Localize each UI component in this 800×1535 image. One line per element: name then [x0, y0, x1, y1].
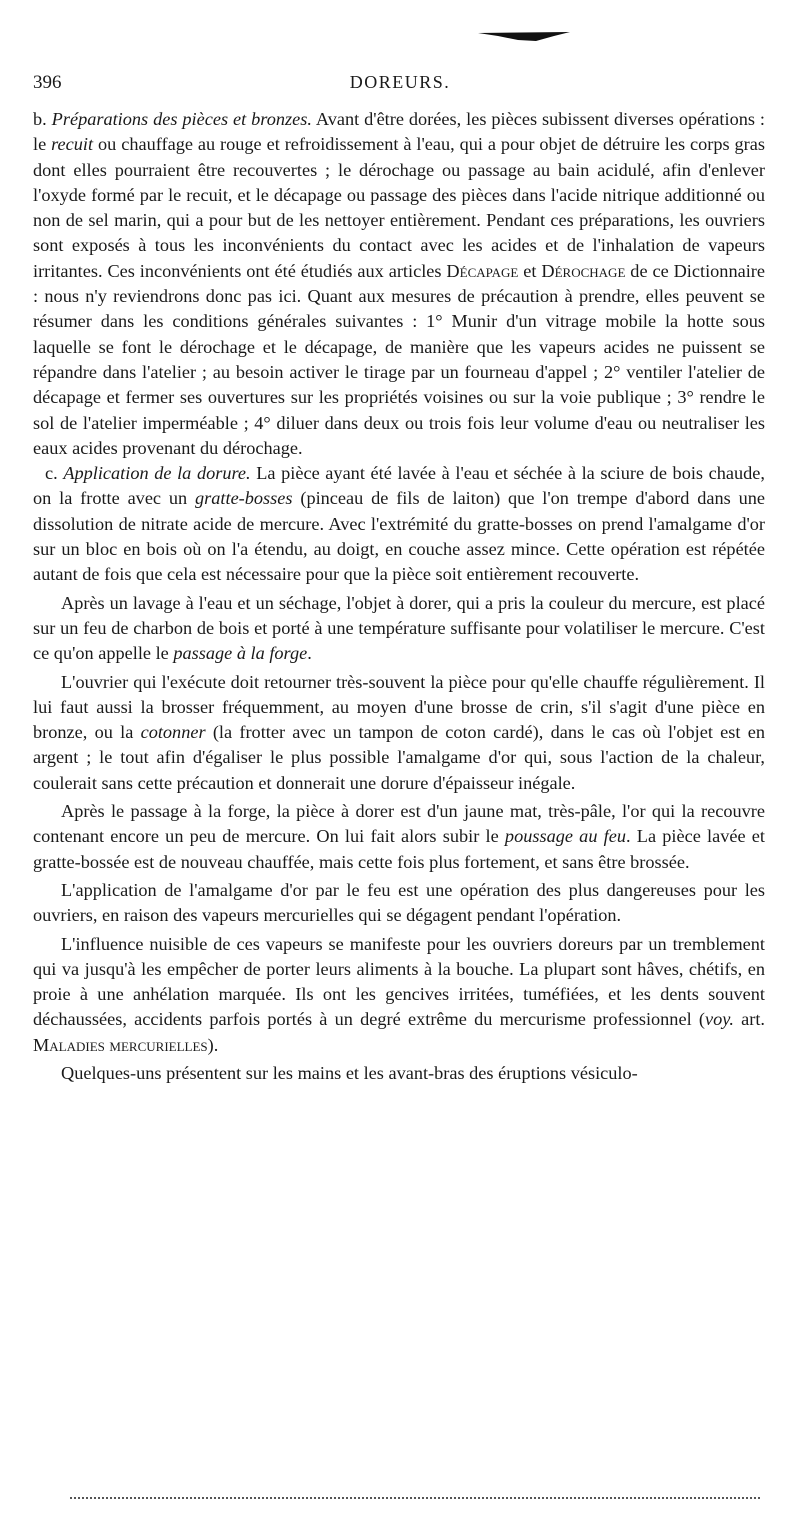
section-c-title: Application de la dorure. [63, 463, 251, 484]
abbr-voy: voy. [704, 1009, 734, 1030]
bottom-dotted-rule [70, 1497, 760, 1501]
paragraph-ouvrier [33, 670, 765, 796]
section-b-letter: b. [33, 109, 47, 129]
ink-blot-mark [478, 32, 570, 42]
paragraph-passage-forge [33, 591, 765, 667]
text-run: Après le passage à la forge, la pièce à dorer est d'un jaune mat, très-pâle, l'or qui la recouvre contenant encore un peu de mercure. On lui fait alors subir le [33, 801, 765, 847]
text-run: . La pièce lavée et gratte-bossée est de nouveau chauffée, mais cette fois plus fortement, et sans être brossée. [33, 826, 765, 872]
body-text [33, 107, 765, 1086]
text-run: et [518, 260, 542, 281]
paragraph-eruptions [33, 1061, 765, 1086]
text-run: Avant d'être dorées, les pièces subissent diverses opérations : le [33, 109, 765, 155]
running-title: DOREURS. [349, 72, 451, 92]
xref-decapage: Décapage [446, 260, 519, 281]
text-run: (la frotter avec un tampon de coton cardé), dans le cas où l'objet est en argent ; le tout afin d'égaliser le plus possible l'amalgame d'or qui, sous l'action de la chaleur, coulerait sans cette précaution et donnerait une dorure d'épaisseur inégale. [33, 722, 765, 793]
term-cotonner: cotonner [140, 722, 206, 743]
text-run: de ce Dictionnaire : nous n'y reviendrons donc pas ici. Quant aux mesures de précaution à prendre, elles peuvent se résumer dans les conditions générales suivantes : 1° Munir d'un vitrage mobile la hotte sous laquelle se font le dérochage et le décapage, de manière que les vapeurs acides ne puissent se répandre dans l'atelier ; au besoin activer le tirage par un fourneau d'appel ; 2° ventiler l'atelier de décapage et fermer ses ouvertures sur les propriétés voisines ou sur la voie publique ; 3° rendre le sol de l'atelier imperméable ; 4° diluer dans deux ou trois fois leur volume d'eau ou neutraliser les eaux acides provenant du dérochage. [33, 260, 765, 458]
paragraph-application [33, 878, 765, 929]
paragraph-poussage [33, 799, 765, 875]
text-run: Quelques-uns présentent sur les mains et les avant-bras des éruptions vésiculo- [61, 1062, 638, 1083]
text-run: . [307, 643, 312, 664]
term-gratte-bosses: gratte-bosses [195, 488, 293, 509]
running-head [33, 72, 767, 98]
term-recuit: recuit [51, 134, 94, 155]
text-run: L'ouvrier qui l'exécute doit retourner très-souvent la pièce pour qu'elle chauffe régulièrement. Il lui faut aussi la brosser fréquemment, au moyen d'une brosse de crin, s'il s'agit d'une pièce en bronze, ou la [33, 671, 765, 743]
text-run: Après un lavage à l'eau et un séchage, l'objet à dorer, qui a pris la couleur du mercure, est placé sur un feu de charbon de bois et porté à une température suffisante pour volatiliser le mercure. C'est ce qu'on appelle le [33, 592, 765, 664]
section-b-paragraph [33, 107, 765, 461]
section-c-letter: c. [45, 463, 58, 484]
text-run: La pièce ayant été lavée à l'eau et séchée à la sciure de bois chaude, on la frotte avec un [33, 463, 765, 509]
paragraph-influence [33, 932, 765, 1058]
page-number: 396 [33, 72, 62, 93]
text-run: art. [733, 1009, 765, 1030]
text-run: (pinceau de fils de laiton) que l'on trempe d'abord dans une dissolution de nitrate acide de mercure. Avec l'extrémité du gratte-bosses on prend l'amalgame d'or sur un bloc en bois où on l'a étendu, au doigt, en couche assez mince. Cette opération est répétée autant de fois que cela est nécessaire pour que la pièce soit entièrement recouverte. [33, 488, 765, 585]
term-poussage-feu: poussage au feu [504, 826, 626, 847]
text-run: L'influence nuisible de ces vapeurs se manifeste pour les ouvriers doreurs par un tremblement qui va jusqu'à les empêcher de porter leurs aliments à la bouche. La plupart sont hâves, chétifs, en proie à une anhélation marquée. Ils ont les gencives irritées, tuméfiées, et les dents souvent déchaussées, accidents parfois portés à un degré extrême du mercurisme professionnel ( [33, 933, 765, 1030]
text-run: L'application de l'amalgame d'or par le feu est une opération des plus dangereuses pour les ouvriers, en raison des vapeurs mercurielles qui se dégagent pendant l'opération. [33, 879, 765, 926]
section-c-paragraph [33, 461, 765, 587]
text-run: ou chauffage au rouge et refroidissement à l'eau, qui a pour objet de détruire les corps gras dont elles pourraient être recouvertes ; le dérochage ou passage au bain acidulé, afin d'enlever l'oxyde formé par le recuit, et le décapage ou passage des pièces dans l'acide nitrique additionné ou non de sel marin, qui a pour but de les nettoyer entièrement. Pendant ces préparations, les ouvriers sont exposés à tous les inconvénients du contact avec les acides et de l'inhalation de vapeurs irritantes. Ces inconvénients ont été étudiés aux articles [33, 134, 765, 281]
text-run: ). [207, 1034, 219, 1055]
section-b-title: Préparations des pièces et bronzes. [51, 109, 312, 129]
term-passage-forge: passage à la forge [173, 643, 308, 664]
xref-derochage: Dérochage [541, 260, 626, 281]
xref-maladies-mercurielles: Maladies mercurielles [33, 1034, 208, 1055]
